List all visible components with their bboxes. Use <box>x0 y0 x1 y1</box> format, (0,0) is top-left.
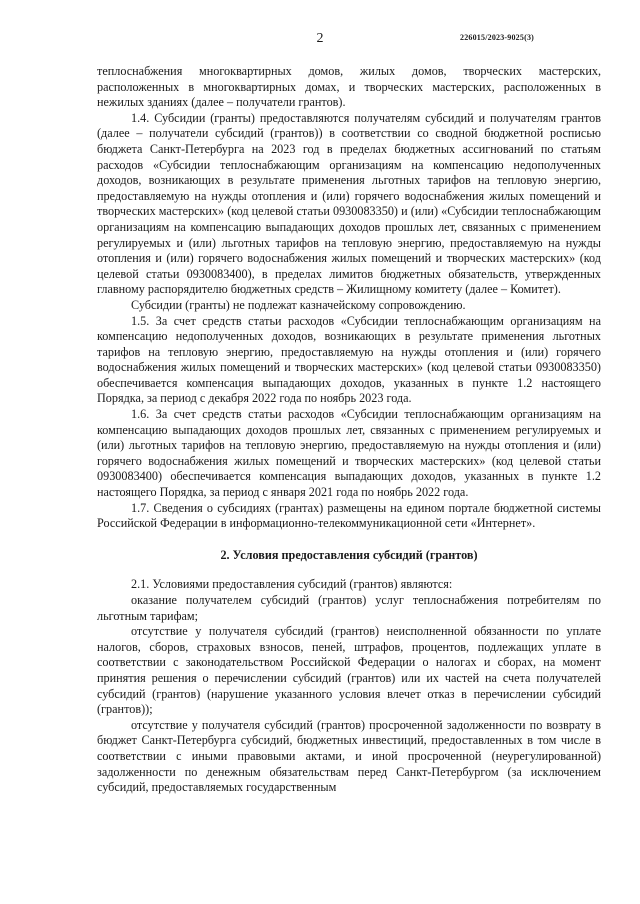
condition-item: отсутствие у получателя субсидий (грантов) неисполненной обязанности по уплате налогов, сборов, страховых взносов, пеней, штрафов, процентов, подлежащих уплате в соответствии с законодательством Российской Федерации о налогах и сборах, на момент принятия решения о перечислении субсидий (грантов) или их частей на счета получателей субсидий (грантов) (нарушение указанного условия влечет отказ в перечислении субсидий (грантов)); <box>97 624 601 717</box>
section-heading: 2. Условия предоставления субсидий (грантов) <box>220 547 478 562</box>
page-number: 2 <box>316 31 324 46</box>
paragraph-1-5: 1.5. За счет средств статьи расходов «Субсидии теплоснабжающим организациям на компенсацию недополученных доходов, возникающих в результате применения льготных тарифов на тепловую энергию, предоставляемую на нужды отопления и (или) горячего водоснабжения жилых помещений и творческих мастерских» (код целевой статьи 0930083350) обеспечивается компенсация выпадающих доходов, указанных в пункте 1.2 настоящего Порядка, за период с декабря 2022 года по ноябрь 2023 года. <box>97 313 601 406</box>
paragraph-2-1: 2.1. Условиями предоставления субсидий (грантов) являются: <box>131 577 453 592</box>
paragraph-continuation: теплоснабжения многоквартирных домов, жилых домов, творческих мастерских, расположенных в многоквартирных домах, и творческих мастерских, расположенных в нежилых зданиях (далее – получатели грантов). <box>97 64 601 110</box>
paragraph-1-6: 1.6. За счет средств статьи расходов «Субсидии теплоснабжающим организациям на компенсацию выпадающих доходов прошлых лет, связанных с применением регулируемых и (или) льготных тарифов на тепловую энергию, предоставляемую на нужды отопления и (или) горячего водоснабжения жилых помещений и творческих мастерских» (код целевой статьи 0930083400) обеспечивается компенсация выпадающих доходов, указанных в пункте 1.2 настоящего Порядка, за период с января 2021 года по ноябрь 2022 года. <box>97 407 601 500</box>
paragraph-1-7: 1.7. Сведения о субсидиях (грантах) размещены на едином портале бюджетной системы Российской Федерации в информационно-телекоммуникационной сети «Интернет». <box>97 500 601 531</box>
condition-item: оказание получателем субсидий (грантов) услуг теплоснабжения потребителям по льготным тарифам; <box>97 593 601 623</box>
condition-item: отсутствие у получателя субсидий (грантов) просроченной задолженности по возврату в бюджет Санкт-Петербурга субсидий, бюджетных инвестиций, предоставленных в том числе в соответствии с иными правовыми актами, и иной просроченной (неурегулированной) задолженности по денежным обязательствам перед Санкт-Петербургом (за исключением субсидий, предоставляемых государственным <box>97 717 601 795</box>
document-body <box>97 64 601 796</box>
paragraph-1-4: 1.4. Субсидии (гранты) предоставляются получателям субсидий и получателям грантов (далее – получатели субсидий (грантов)) в соответствии со сводной бюджетной росписью бюджета Санкт-Петербурга на 2023 год в пределах бюджетных ассигнований по статьям расходов «Субсидии теплоснабжающим организациям на компенсацию недополученных доходов, возникающих в результате применения льготных тарифов на тепловую энергию, предоставляемую на нужды отопления и (или) горячего водоснабжения жилых помещений и творческих мастерских» (код целевой статьи 0930083350) и (или) «Субсидии теплоснабжающим организациям на компенсацию выпадающих доходов прошлых лет, связанных с применением регулируемых и (или) льготных тарифов на тепловую энергию, предоставляемую на нужды отопления и (или) горячего водоснабжения жилых помещений и творческих мастерских» (код целевой статьи 0930083400), в пределах лимитов бюджетных обязательств, утвержденных главному распорядителю бюджетных средств – Жилищному комитету (далее – Комитет). <box>97 110 601 297</box>
paragraph-treasury-note: Субсидии (гранты) не подлежат казначейскому сопровождению. <box>131 297 466 312</box>
document-code: 226015/2023-9025(3) <box>460 33 535 42</box>
